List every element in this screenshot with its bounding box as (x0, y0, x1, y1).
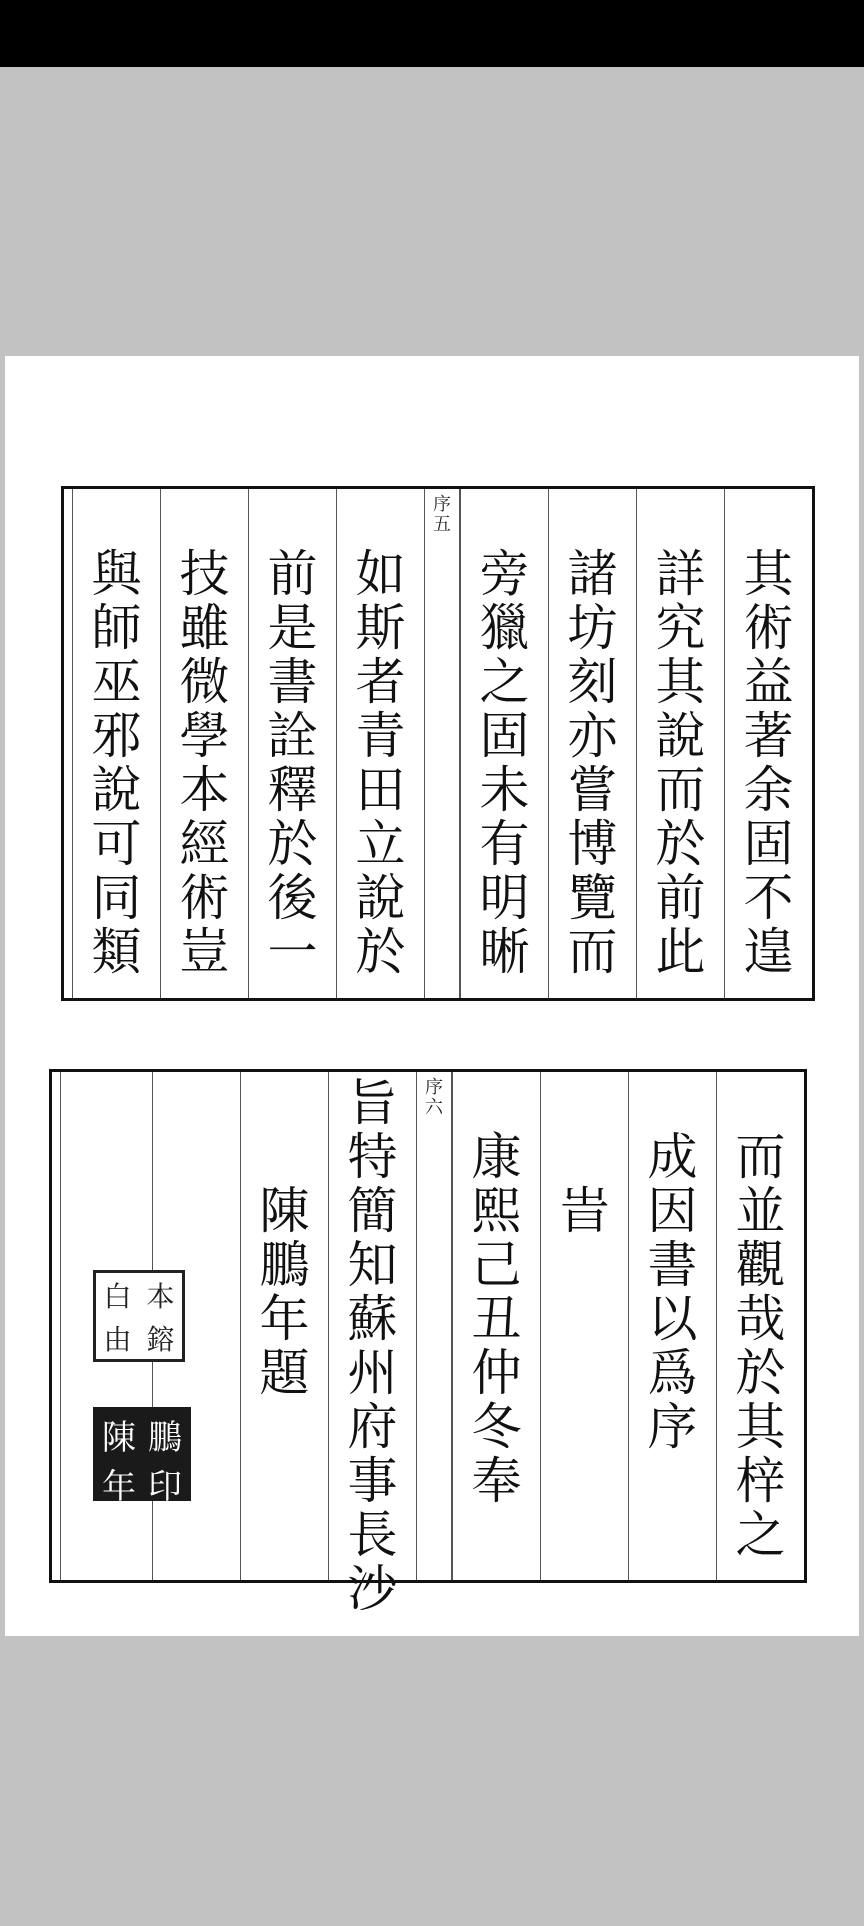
column-char: 此 (655, 923, 706, 981)
column-char: 說 (355, 869, 406, 927)
column-char: 學 (179, 707, 230, 765)
column-char: 丑 (471, 1290, 522, 1348)
column-char: 斯 (355, 599, 406, 657)
column-char: 己 (471, 1236, 522, 1294)
column-char: 雖 (179, 599, 230, 657)
column-char: 府 (347, 1398, 398, 1456)
column-char: 知 (347, 1236, 398, 1294)
column-char: 與 (91, 545, 142, 603)
column-char: 不 (743, 869, 794, 927)
column-char: 豈 (179, 923, 230, 981)
column-char: 序 (433, 494, 451, 515)
text-column (72, 489, 160, 998)
seal-char: 印 (148, 1467, 182, 1507)
fold-label (417, 1078, 451, 1118)
column-char: 康 (471, 1128, 522, 1186)
text-column (548, 489, 636, 998)
column-text (637, 547, 724, 979)
column-char: 簡 (347, 1182, 398, 1240)
column-char: 而 (735, 1128, 786, 1186)
column-char: 詳 (655, 545, 706, 603)
text-panel-top (61, 486, 815, 1001)
column-char: 觀 (735, 1236, 786, 1294)
column-char: 釋 (267, 761, 318, 819)
column-char: 固 (479, 707, 530, 765)
column-char: 於 (267, 815, 318, 873)
column-char: 年 (259, 1290, 310, 1348)
column-char: 有 (479, 815, 530, 873)
text-column (452, 1072, 540, 1580)
column-char: 之 (735, 1506, 786, 1564)
fold-column (416, 1072, 452, 1580)
column-char: 書 (267, 653, 318, 711)
column-char: 其 (655, 653, 706, 711)
column-char: 梓 (735, 1452, 786, 1510)
column-text (249, 547, 336, 979)
column-text (461, 547, 548, 979)
column-char: 者 (355, 653, 406, 711)
column-text (541, 1184, 628, 1238)
column-char: 坊 (567, 599, 618, 657)
column-char: 哉 (735, 1290, 786, 1348)
column-char: 仲 (471, 1344, 522, 1402)
column-char: 於 (355, 923, 406, 981)
column-char: 前 (267, 545, 318, 603)
seal-stamp-small (93, 1270, 185, 1362)
column-char: 奉 (471, 1452, 522, 1510)
column-char: 立 (355, 815, 406, 873)
column-text (329, 1076, 416, 1616)
column-char: 青 (355, 707, 406, 765)
column-char: 邪 (91, 707, 142, 765)
column-char: 並 (735, 1182, 786, 1240)
column-char: 益 (743, 653, 794, 711)
column-char: 如 (355, 545, 406, 603)
text-column (160, 489, 248, 998)
text-column (716, 1072, 804, 1580)
column-text (161, 547, 248, 979)
column-char: 師 (91, 599, 142, 657)
column-char: 諸 (567, 545, 618, 603)
column-char: 是 (267, 599, 318, 657)
column-char: 成 (647, 1128, 698, 1186)
column-char: 博 (567, 815, 618, 873)
column-text (73, 547, 160, 979)
column-text (241, 1184, 328, 1400)
seal-char: 鵬 (148, 1418, 182, 1458)
column-text (717, 1130, 804, 1562)
column-char: 術 (179, 869, 230, 927)
column-char: 書 (647, 1236, 698, 1294)
column-char: 旹 (559, 1182, 610, 1240)
seal-char: 年 (102, 1467, 136, 1507)
seal-char: 白 (103, 1279, 132, 1313)
column-text (549, 547, 636, 979)
column-char: 前 (655, 869, 706, 927)
column-char: 沙 (347, 1560, 398, 1618)
seal-char: 鎔 (146, 1322, 175, 1356)
seal-char: 本 (146, 1279, 175, 1313)
seal-stamp-large (93, 1407, 191, 1507)
column-char: 技 (179, 545, 230, 603)
column-char: 遑 (743, 923, 794, 981)
text-column (540, 1072, 628, 1580)
column-char: 亦 (567, 707, 618, 765)
column-char: 五 (433, 514, 451, 535)
column-char: 因 (647, 1182, 698, 1240)
column-char: 本 (179, 761, 230, 819)
column-char: 究 (655, 599, 706, 657)
column-char: 詮 (267, 707, 318, 765)
seal-char: 陳 (102, 1418, 136, 1458)
column-char: 長 (347, 1506, 398, 1564)
column-char: 而 (655, 761, 706, 819)
column-char: 獵 (479, 599, 530, 657)
column-char: 於 (735, 1344, 786, 1402)
text-column (460, 489, 548, 998)
column-char: 而 (567, 923, 618, 981)
column-char: 冬 (471, 1398, 522, 1456)
column-text (337, 547, 424, 979)
column-char: 同 (91, 869, 142, 927)
column-char: 後 (267, 869, 318, 927)
seal-char: 由 (103, 1322, 132, 1356)
column-char: 微 (179, 653, 230, 711)
column-char: 一 (267, 923, 318, 981)
column-text (453, 1130, 540, 1508)
text-column (628, 1072, 716, 1580)
column-char: 序 (425, 1077, 443, 1098)
column-char: 著 (743, 707, 794, 765)
column-char: 特 (347, 1128, 398, 1186)
text-column (636, 489, 724, 998)
column-char: 固 (743, 815, 794, 873)
column-char: 其 (743, 545, 794, 603)
fold-column (424, 489, 460, 998)
column-char: 可 (91, 815, 142, 873)
column-char: 巫 (91, 653, 142, 711)
column-char: 明 (479, 869, 530, 927)
column-char: 田 (355, 761, 406, 819)
column-char: 覽 (567, 869, 618, 927)
column-char: 其 (735, 1398, 786, 1456)
column-char: 說 (91, 761, 142, 819)
column-char: 旁 (479, 545, 530, 603)
column-char: 熙 (471, 1182, 522, 1240)
column-char: 事 (347, 1452, 398, 1510)
column-char: 序 (647, 1398, 698, 1456)
column-char: 鵬 (259, 1236, 310, 1294)
column-char: 之 (479, 653, 530, 711)
column-char: 晰 (479, 923, 530, 981)
column-char: 州 (347, 1344, 398, 1402)
text-column (248, 489, 336, 998)
column-char: 蘇 (347, 1290, 398, 1348)
column-char: 說 (655, 707, 706, 765)
column-text (629, 1130, 716, 1454)
column-char: 六 (425, 1097, 443, 1118)
column-char: 陳 (259, 1182, 310, 1240)
text-column (240, 1072, 328, 1580)
status-bar (0, 0, 864, 67)
column-char: 刻 (567, 653, 618, 711)
column-char: 嘗 (567, 761, 618, 819)
text-column (328, 1072, 416, 1618)
column-text (725, 547, 812, 979)
fold-label (425, 495, 459, 535)
column-char: 爲 (647, 1344, 698, 1402)
column-char: 余 (743, 761, 794, 819)
text-column (724, 489, 812, 998)
column-char: 類 (91, 923, 142, 981)
column-char: 未 (479, 761, 530, 819)
column-char: 以 (647, 1290, 698, 1348)
column-char: 題 (259, 1344, 310, 1402)
text-column (336, 489, 424, 998)
column-char: 於 (655, 815, 706, 873)
column-char: 經 (179, 815, 230, 873)
column-char: 旨 (347, 1074, 398, 1132)
column-char: 術 (743, 599, 794, 657)
